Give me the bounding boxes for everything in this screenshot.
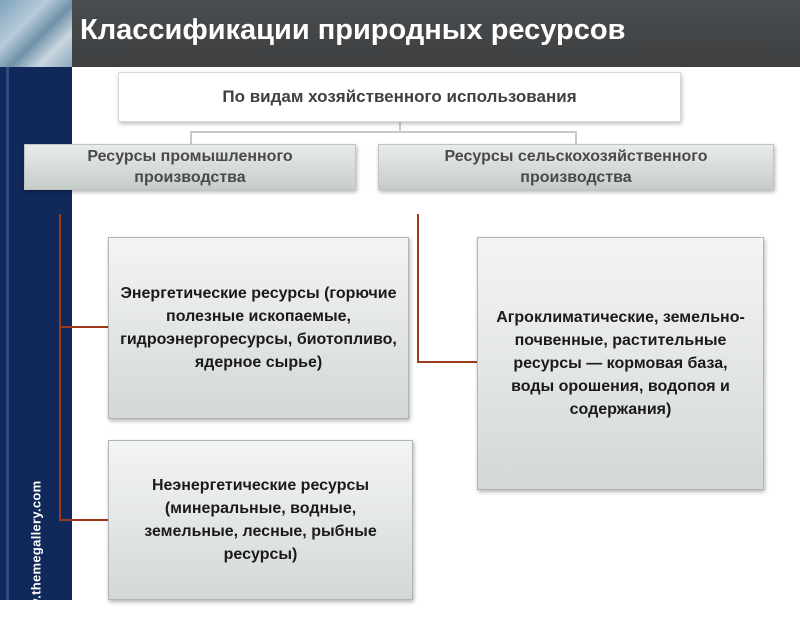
slide-title: Классификации природных ресурсов <box>80 14 626 46</box>
sidebar-stripe <box>6 67 9 600</box>
connector-right-to-agro <box>417 361 477 363</box>
connector-left-to-energy <box>59 326 109 328</box>
root-node: По видам хозяйственного использования <box>118 72 681 122</box>
leaf-nonenergy-resources: Неэнергетические ресурсы (минеральные, водные, земельные, лесные, рыбные ресурсы) <box>108 440 413 600</box>
connector-horizontal <box>190 131 576 133</box>
category-agricultural: Ресурсы сельскохозяйственного производства <box>378 144 774 190</box>
connector-left-drop <box>190 131 192 145</box>
header-decorative-image <box>0 0 72 67</box>
connector-left-to-nonenergy <box>59 519 109 521</box>
connector-right-vertical <box>417 214 419 362</box>
connector-left-vertical <box>59 214 61 520</box>
watermark-text: www.themegallery.com <box>28 480 44 630</box>
title-bar <box>0 0 800 67</box>
leaf-agroclimatic-resources: Агроклиматические, земельно-почвенные, растительные ресурсы — кормовая база, воды орошения, водопоя и содержания) <box>477 237 764 490</box>
leaf-energy-resources: Энергетические ресурсы (горючие полезные ископаемые, гидроэнергоресурсы, биотопливо, ядерное сырье) <box>108 237 409 419</box>
category-industrial: Ресурсы промышленного производства <box>24 144 356 190</box>
connector-right-drop <box>575 131 577 145</box>
